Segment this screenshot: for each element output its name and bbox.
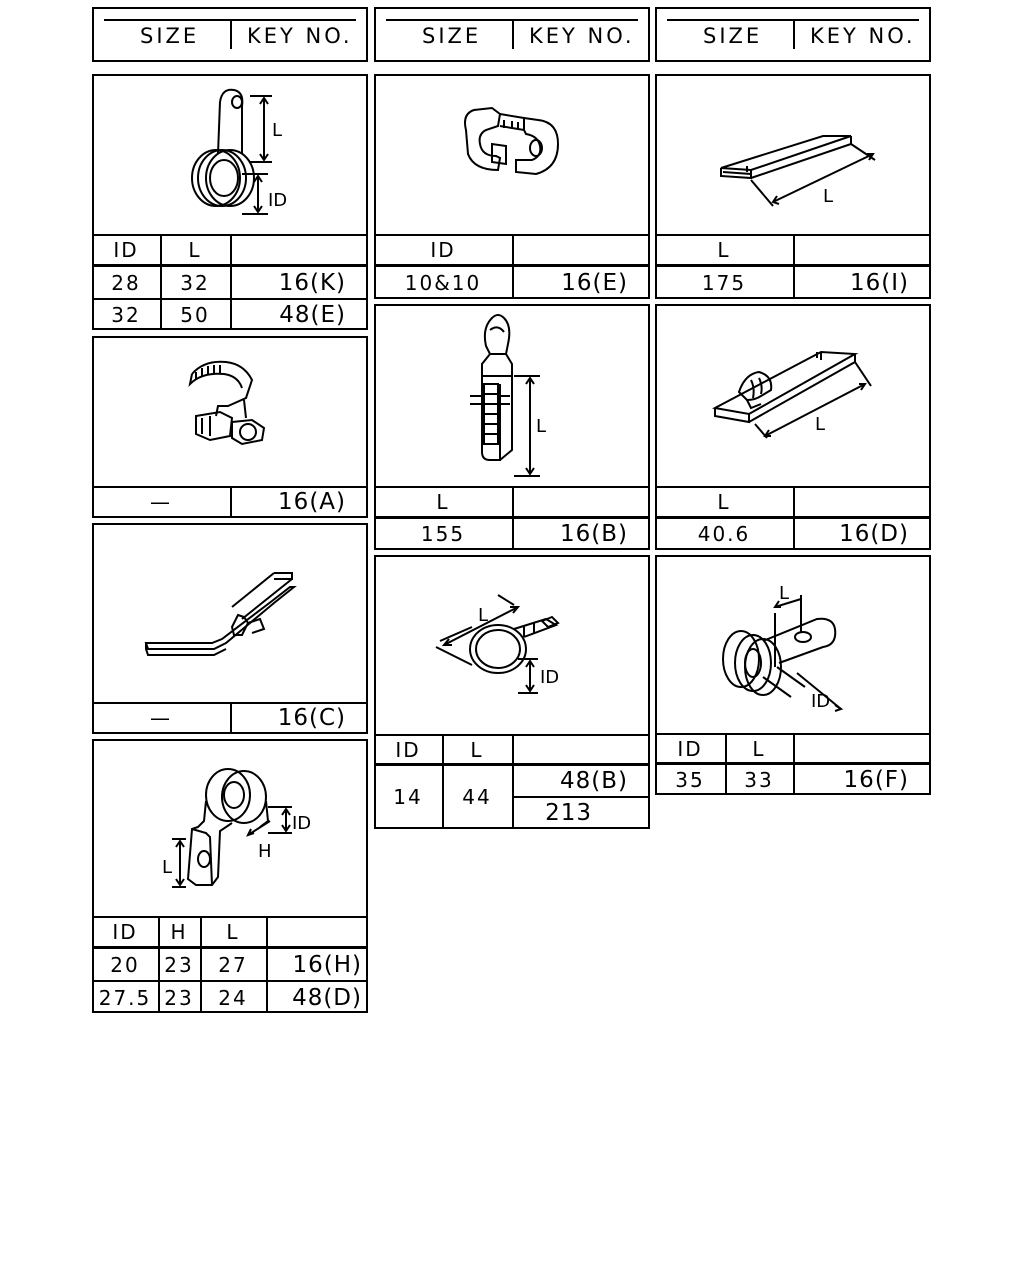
col-header-l: L bbox=[436, 490, 450, 514]
col-header-id: ID bbox=[113, 238, 139, 262]
table-cell-id: 10&10 bbox=[404, 270, 482, 295]
dim-l-label: L bbox=[272, 120, 283, 141]
key-no-48d: 48(D) bbox=[292, 984, 362, 1011]
col-header-l: L bbox=[470, 737, 484, 762]
key-no-header: KEY NO. bbox=[247, 24, 353, 48]
col-header-id: ID bbox=[112, 920, 138, 944]
size-cell-none: — bbox=[150, 706, 172, 730]
table-cell-l: 175 bbox=[701, 270, 747, 295]
col-header-l: L bbox=[717, 238, 731, 262]
col-header-id: ID bbox=[677, 736, 703, 761]
p-a-drawing bbox=[92, 336, 368, 486]
table-cell-id: 32 bbox=[111, 303, 141, 327]
header-divider bbox=[512, 19, 514, 49]
key-no-16i: 16(I) bbox=[850, 269, 909, 296]
p-f-drawing bbox=[655, 555, 931, 733]
dim-l-label: L bbox=[815, 414, 826, 435]
dim-l-label: L bbox=[162, 857, 173, 878]
key-no-48e: 48(E) bbox=[279, 302, 346, 328]
key-no-16k: 16(K) bbox=[278, 269, 346, 296]
table-cell-id: 14 bbox=[393, 785, 423, 809]
col-header-l: L bbox=[752, 736, 766, 761]
col-header-h: H bbox=[170, 920, 188, 944]
header-divider bbox=[793, 19, 795, 49]
table-cell-h: 23 bbox=[164, 985, 194, 1010]
header-divider bbox=[230, 19, 232, 49]
key-no-16b: 16(B) bbox=[560, 521, 628, 547]
p-48b-drawing bbox=[374, 555, 650, 735]
col-header-id: ID bbox=[395, 737, 421, 762]
key-no-16a: 16(A) bbox=[278, 489, 346, 515]
dim-l-label: L bbox=[536, 416, 547, 437]
p-clamp-drawing bbox=[92, 74, 368, 234]
table-cell-id: 27.5 bbox=[98, 985, 152, 1010]
key-no-header: KEY NO. bbox=[529, 24, 635, 48]
table-cell-id: 28 bbox=[111, 270, 141, 295]
size-header: SIZE bbox=[422, 24, 482, 48]
key-no-16h: 16(H) bbox=[292, 951, 362, 978]
col-header-l: L bbox=[717, 490, 731, 514]
dim-l-label: L bbox=[478, 605, 489, 626]
size-header: SIZE bbox=[140, 24, 200, 48]
col-header-id: ID bbox=[430, 238, 456, 262]
dim-h-label: H bbox=[258, 841, 272, 862]
table-cell-l: 33 bbox=[744, 767, 774, 792]
dim-id-label: ID bbox=[268, 190, 288, 211]
col-header-l: L bbox=[188, 238, 202, 262]
p-h-drawing bbox=[92, 739, 368, 917]
key-no-16c: 16(C) bbox=[277, 705, 346, 731]
dim-l-label: L bbox=[823, 186, 834, 207]
p-i-drawing bbox=[655, 74, 931, 234]
table-cell-l: 44 bbox=[462, 785, 492, 809]
table-cell-l: 32 bbox=[180, 270, 210, 295]
dim-l-label: L bbox=[779, 583, 790, 604]
dim-id-label: ID bbox=[811, 691, 831, 712]
size-cell-none: — bbox=[150, 490, 172, 514]
key-no-16f: 16(F) bbox=[843, 766, 909, 793]
table-cell-l: 50 bbox=[180, 303, 210, 327]
table-cell-l: 24 bbox=[218, 985, 248, 1010]
key-no-16d: 16(D) bbox=[839, 521, 909, 547]
key-no-header: KEY NO. bbox=[810, 24, 916, 48]
table-cell-h: 23 bbox=[164, 952, 194, 977]
dim-id-label: ID bbox=[540, 667, 560, 688]
table-cell-l: 40.6 bbox=[697, 522, 751, 546]
size-header: SIZE bbox=[703, 24, 763, 48]
p-b-drawing bbox=[374, 304, 650, 486]
table-cell-l: 155 bbox=[420, 522, 466, 546]
key-no-16e: 16(E) bbox=[561, 269, 628, 296]
key-no-48b: 48(B) bbox=[560, 768, 628, 794]
p-e-drawing bbox=[374, 74, 650, 234]
table-cell-id: 35 bbox=[675, 767, 705, 792]
table-cell-l: 27 bbox=[218, 952, 248, 977]
table-cell-id: 20 bbox=[110, 952, 140, 977]
dim-id-label: ID bbox=[292, 813, 312, 834]
col-header-l: L bbox=[226, 920, 240, 944]
p-c-drawing bbox=[92, 523, 368, 703]
p-d-drawing bbox=[655, 304, 931, 486]
key-no-213: 213 bbox=[545, 800, 592, 826]
